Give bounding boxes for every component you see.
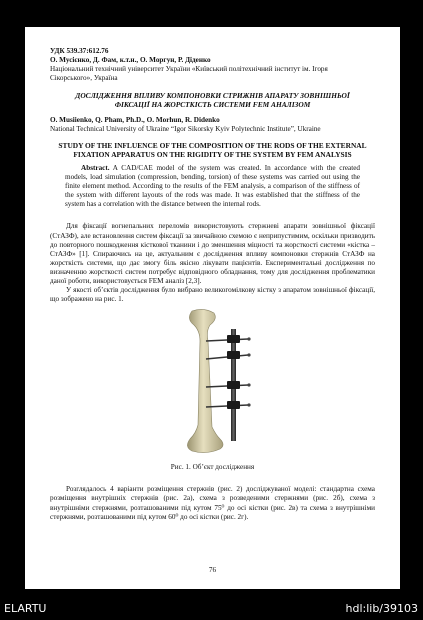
bone-fixator-illustration: [148, 307, 278, 459]
fixator-rods: [206, 339, 248, 407]
bone-shape: [187, 310, 223, 453]
body-paragraph-2: У якості об’єктів дослідження було вибрано великогомілкову кістку з апаратом зовнішньої фіксації, що зображено на рис. 1.: [50, 286, 375, 304]
figure-bone-fixator: [148, 307, 278, 459]
abstract-label: Abstract.: [81, 164, 110, 172]
affiliation-en: National Technical University of Ukraine “Igor Sikorsky Kyiv Polytechnic Institute”, Ukraine: [50, 125, 321, 133]
authors-ua: О. Мусієнко, Д. Фам, к.т.н., О. Моргун, Р. Діденко: [50, 56, 211, 64]
title-ua: ДОСЛІДЖЕННЯ ВПЛИВУ КОМПОНОВКИ СТРИЖНІВ АПАРАТУ ЗОВНІШНЬОЇ ФІКСАЦІЇ НА ЖОРСТКІСТЬ СИСТЕМИ FEM АНАЛІЗОМ: [75, 91, 350, 109]
abstract: [50, 164, 375, 209]
page-number: 76: [208, 566, 217, 574]
footer-handle-id: hdl:lib/39103: [345, 602, 418, 615]
document-page: [25, 27, 400, 589]
body-paragraph-3: Розглядалось 4 варіанти розміщення стержнів (рис. 2) досліджуваної моделі: стандартна схема розміщення внутрішніх стержнів (рис. 2а), схема з розведеними стержнями (рис. 2б), схема з внутрішніми стержнями, розташованими під кутом 75⁰ до осі кістки (рис. 2в) та схема з внутрішніми стержнями, розташованими під кутом 60⁰ до осі кістки (рис. 2г).: [50, 485, 375, 521]
body-paragraph-1: Для фіксації вогнепальних переломів використовують стержневі апарати зовнішньої фіксації (СтАЗФ), але встановлення систем фіксації за звичайною схемою є неприпустимим, оскільки призводить до повторного пошкодження кісткової тканини і до зменшення міцності та жорсткості системи «кістка – СтАЗФ» [1]. Спираючись на це, актуальним є дослідження впливу компоновки стержнів СтАЗФ на жорсткість системи, що дає змогу біль якісно лікувати пацієнтів. Експериментальні дослідження по визначенню жорсткості систем потребує відповідного обладнання, тому для дослідження проблематики даної роботи, використовується FEM аналіз [2,3].: [50, 222, 375, 286]
footer-repository-name: ELARTU: [4, 602, 47, 615]
authors-en: O. Musiienko, Q. Pham, Ph.D., O. Morhun, R. Didenko: [50, 116, 220, 124]
affiliation-ua: Національний технічний університет України «Київський політехнічний інститут ім. Ігоря Сікорського», Україна: [50, 65, 328, 82]
udk-code: УДК 539.37:612.76: [50, 47, 109, 55]
title-en: STUDY OF THE INFLUENCE OF THE COMPOSITION OF THE RODS OF THE EXTERNAL FIXATION APPARATUS ON THE RIGIDITY OF THE SYSTEM BY FEM ANALYSIS: [58, 141, 367, 159]
figure-caption: Рис. 1. Об’єкт дослідження: [170, 463, 255, 472]
abstract-text: A CAD/CAE model of the system was created. In accordance with the created models, load simulation (compression, bending, torsion) of these systems was carried out using the finite element method. According to the results of the FEM analysis, a comparison of the stiffness of the system with different layouts of the rods was made. It was established that the stiffness of the system has a correlation with the distance between the internal rods.: [65, 164, 360, 209]
